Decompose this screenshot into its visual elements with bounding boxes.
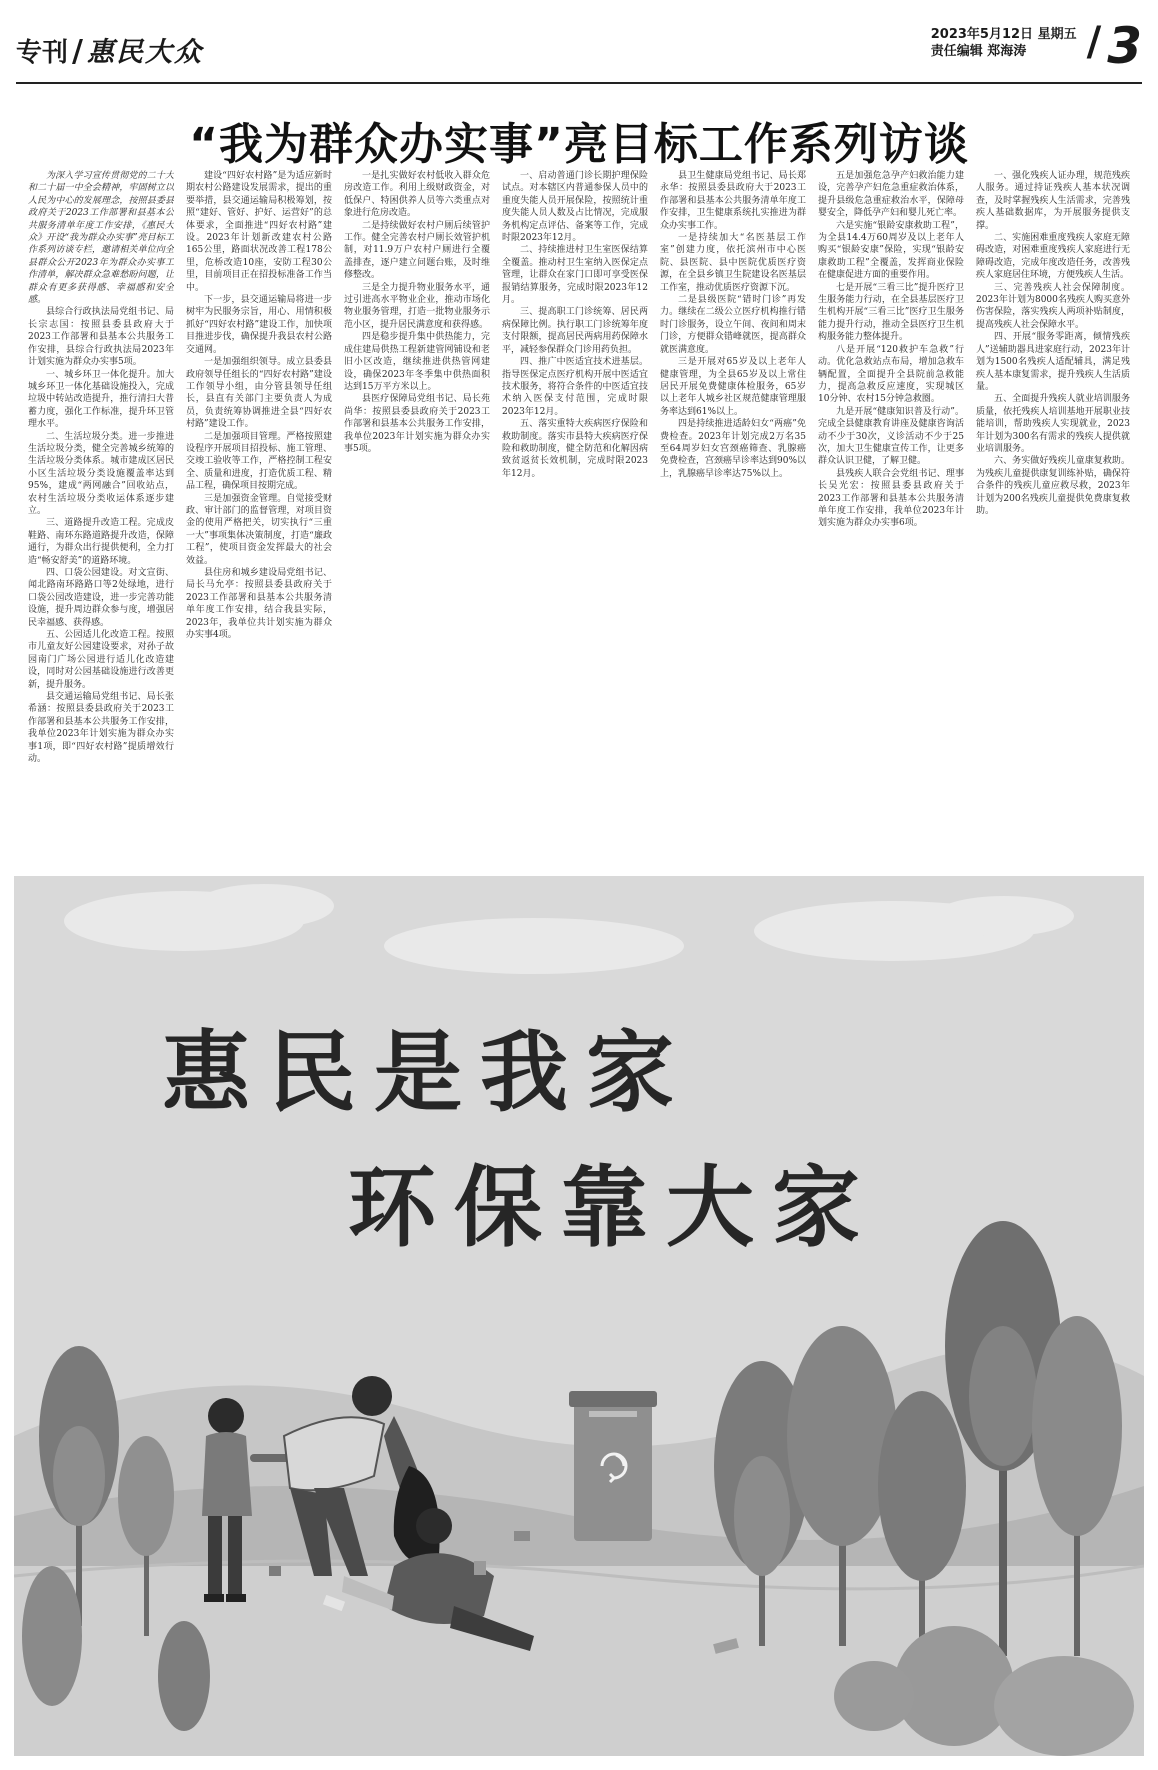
masthead-left (16, 30, 203, 69)
article-column-6 (818, 170, 964, 860)
article-paragraph: 二、实施困难重度残疾人家庭无障碍改造，对困难重度残疾人家庭进行无障碍改造，完成年度改造任务，改善残疾人家庭居住环境，方便残疾人生活。 (976, 233, 1130, 281)
article-paragraph: 一是持续加大“名医基层工作室”创建力度，依托滨州市中心医院、县医院、县中医院优质医疗资源，在全县乡镇卫生院建设名医基层工作室，推动优质医疗资源下沉。 (660, 233, 806, 293)
article-column-7 (976, 170, 1130, 860)
masthead (16, 17, 1142, 84)
article-paragraph: 二是持续做好农村户厕后续管护工作。健全完善农村户厕长效管护机制，对11.9万户农村户厕进行全覆盖排查，逐户建立问题台账，及时维修整改。 (344, 220, 490, 281)
article-paragraph: 县交通运输局党组书记、局长张希涵：按照县委县政府关于2023工作部署和县基本公共服务工作安排，我单位2023年计划实施为群众办实事1项，即“四好农村路”提质增效行动。 (28, 692, 174, 765)
article-paragraph: 二是加强项目管理。严格按照建设程序开展项目招投标、施工管理、交竣工验收等工作，严格控制工程安全、质量和进度，打造优质工程、精品工程，确保项目按期完成。 (186, 431, 332, 492)
issue-info (931, 26, 1077, 60)
article-paragraph: 五、公园适儿化改造工程。按照市儿童友好公园建设要求，对孙子故园南门广场公园进行适儿化改造建设，同时对公园基础设施进行改善更新，提升服务。 (28, 630, 174, 690)
article-paragraph: 四是持续推进适龄妇女“两癌”免费检查。2023年计划完成2万名35至64周岁妇女宫颈癌筛查、乳腺癌免费检查，宫颈癌早诊率达到90%以上，乳腺癌早诊率达75%以上。 (660, 419, 806, 479)
article-paragraph: 一、强化残疾人证办理，规范残疾人服务。通过持证残疾人基本状况调查，及时掌握残疾人生活需求，完善残疾人基础数据库，为开展服务提供支撑。 (976, 171, 1130, 231)
article-paragraph: 县医疗保障局党组书记、局长苑尚华：按照县委县政府关于2023工作部署和县基本公共服务工作安排，我单位2023年计划实施为群众办实事5项。 (344, 394, 490, 454)
article-paragraph: 六、务实做好残疾儿童康复救助。为残疾儿童提供康复训练补贴，确保符合条件的残疾儿童应救尽救，2023年计划为200名残疾儿童提供免费康复救助。 (976, 456, 1130, 516)
article-paragraph: 县综合行政执法局党组书记、局长宗志国：按照县委县政府大于2023工作部署和县基本公共服务工作安排，县综合行政执法局2023年计划实施为群众办实事5项。 (28, 307, 174, 368)
article-paragraph: 三是开展对65岁及以上老年人健康管理，为全县65岁及以上常住居民开展免费健康体检服务，65岁以上老年人城乡社区规范健康管理服务率达到61%以上。 (660, 357, 806, 417)
page-divider: / (1086, 19, 1102, 65)
article-paragraph: 三是全力提升物业服务水平，通过引进高水平物业企业，推动市场化物业服务管理，打造一批物业服务示范小区，提升居民满意度和获得感。 (344, 282, 490, 330)
article-paragraph: 五、落实重特大疾病医疗保险和救助制度。落实市县特大疾病医疗保险和救助制度，健全防范和化解因病致贫返贫长效机制，完成时限2023年12月。 (502, 419, 648, 479)
article-paragraph: 四是稳步提升集中供热能力，完成住建局供热工程新建管网铺设和老旧小区改造，继续推进供热管网建设，确保2023年冬季集中供热面积达到15万平方米以上。 (344, 332, 490, 392)
article-paragraph: 县卫生健康局党组书记、局长郑永华：按照县委县政府大于2023工作部署和县基本公共服务清单年度工作安排，卫生健康系统扎实推进为群众办实事工作。 (660, 171, 806, 231)
article-paragraph: 七是开展“三看三比”提升医疗卫生服务能力行动，在全县基层医疗卫生机构开展“三看三比”医疗卫生服务能力提升行动，推动全县医疗卫生机构服务能力整体提升。 (818, 282, 964, 343)
slogan-line-2: 环保靠大家 (348, 1155, 879, 1259)
article-paragraph: 三、完善残疾人社会保障制度。2023年计划为8000名残疾人购买意外伤害保险，落实残疾人两项补贴制度，提高残疾人社会保障水平。 (976, 282, 1130, 330)
article-paragraph: 二、持续推进村卫生室医保结算全覆盖。推动村卫生室纳入医保定点管理，让群众在家门口即可享受医保报销结算服务，完成时限2023年12月。 (502, 245, 648, 306)
page-number: 3 (1107, 17, 1142, 75)
article-paragraph: 下一步，县交通运输局将进一步树牢为民服务宗旨，用心、用情积极抓好“四好农村路”建设工作，加快项目推进步伐，确保提升我县农村公路交通网。 (186, 295, 332, 355)
article-paragraph: 一、启动普通门诊长期护理保险试点。对本辖区内普通参保人员中的重度失能人员开展保险，按照统计重度失能人员人数及占比情况，完成服务机构定点评估、备案等工作，完成时限2023年12月。 (502, 171, 648, 244)
article-paragraph: 八是开展“120救护车急救”行动。优化急救站点布局，增加急救车辆配置，全面提升全县院前急救能力，提高急救反应速度，实现城区10分钟、农村15分钟急救圈。 (818, 344, 964, 405)
section-label: 专刊 (16, 38, 69, 68)
page-headline: “我为群众办实事”亮目标工作系列访谈 (189, 119, 969, 170)
article-paragraph: 五、全面提升残疾人就业培训服务质量，依托残疾人培训基地开展职业技能培训，帮助残疾人实现就业，2023年计划为300名有需求的残疾人提供就业培训服务。 (976, 394, 1130, 454)
article-column-3 (344, 170, 490, 860)
article-paragraph: 六是实施“银龄安康救助工程”，为全县14.4万60周岁及以上老年人购买“银龄安康”保险，实现“银龄安康救助工程”全覆盖，发挥商业保险在健康促进方面的重要作用。 (818, 220, 964, 281)
article-paragraph: 三是加强资金管理。自觉接受财政、审计部门的监督管理，对项目资金的使用严格把关，切实执行“三重一大”事项集体决策制度，打造“廉政工程”，使项目资金发挥最大的社会效益。 (186, 493, 332, 566)
article-paragraph: 县残疾人联合会党组书记、理事长吴光宏：按照县委县政府关于2023工作部署和县基本公共服务清单年度工作安排，我单位2023年计划实施为群众办实事6项。 (818, 468, 964, 529)
article-paragraph: 二、生活垃圾分类。进一步推进生活垃圾分类，健全完善城乡统筹的生活垃圾分类体系。城市建成区居民小区生活垃圾分类设施覆盖率达到95%，建成“两网融合”回收站点，农村生活垃圾分类收运体系逐步建立。 (28, 431, 174, 516)
article-body (28, 170, 1130, 860)
article-column-2 (186, 170, 332, 860)
article-paragraph: 一、城乡环卫一体化提升。加大城乡环卫一体化基础设施投入，完成垃圾中转站改造提升，推行清扫大普蓄力度，强化工作标准，提升环卫管理水平。 (28, 369, 174, 430)
article-paragraph: 四、开展“服务零距离，倾情残疾人”送辅助器具进家庭行动，2023年计划为1500名残疾人适配辅具，满足残疾人基本康复需求，提升残疾人生活质量。 (976, 332, 1130, 392)
article-column-1 (28, 170, 174, 860)
article-paragraph: 四、口袋公园建设。对文宣街、闻北路南环路路口等2处绿地，进行口袋公园改造建设，进一步完善功能设施，提升周边群众参与度，增强居民幸福感、获得感。 (28, 568, 174, 628)
slogan-line-1: 惠民是我家 (162, 1020, 693, 1124)
article-paragraph: 九是开展“健康知识普及行动”。完成全县健康教育讲座及健康咨询活动不少于30次，义诊活动不少于25次，加大卫生健康宣传工作，让更多群众认识卫健，了解卫健。 (818, 406, 964, 467)
issue-date: 2023年5月12日 星期五 (930, 27, 1077, 42)
article-paragraph: 一是加强组织领导。成立县委县政府领导任组长的“四好农村路”建设工作领导小组，由分管县领导任组长，县直有关部门主要负责人为成员，负责统筹协调推进全县“四好农村路”建设工作。 (186, 357, 332, 430)
masthead-divider: / (72, 34, 83, 69)
article-paragraph: 建设“四好农村路”是为适应新时期农村公路建设发展需求，提出的重要举措，县交通运输局积极筹划，按照“建好、管好、护好、运营好”的总体要求，全面推进“四好农村路”建设。2023年计划新改建农村公路165公里，路面状况改善工程178公里，危桥改造10座，安防工程30公里，目前项目正在招投标准备工作当中。 (186, 171, 332, 293)
article-column-4 (502, 170, 648, 860)
article-paragraph: 三、提高职工门诊统筹、居民两病保障比例。执行职工门诊统筹年度支付限额，提高居民两病用药保障水平，减轻参保群众门诊用药负担。 (502, 307, 648, 355)
article-paragraph: 县住房和城乡建设局党组书记、局长马允亭：按照县委县政府关于2023工作部署和县基本公共服务清单年度工作安排，结合我县实际，2023年，我单位共计划实施为群众办实事4项。 (186, 568, 332, 641)
environment-illustration (14, 876, 1144, 1756)
article-column-5 (660, 170, 806, 860)
article-paragraph: 三、道路提升改造工程。完成皮鞋路、南环东路道路提升改造，保障通行，为群众出行提供便利，全力打造“畅安舒美”的道路环境。 (28, 518, 174, 566)
article-paragraph: 一是扎实做好农村低收入群众危房改造工作。利用上级财政资金，对低保户、特困供养人员等六类重点对象进行危房改造。 (344, 171, 490, 219)
responsible-editor: 责任编辑 郑海涛 (930, 44, 1027, 59)
article-lead: 为深入学习宣传贯彻党的二十大和二十届一中全会精神，牢固树立以人民为中心的发展理念，按照县委县政府关于2023工作部署和县基本公共服务清单年度工作安排，《惠民大众》开设“我为群众办实事”亮目标工作系列访谈专栏，邀请相关单位向全县群众公开2023年为群众办实事工作清单，解决群众急难愁盼问题，让群众有更多获得感、幸福感和安全感。 (28, 171, 174, 306)
article-paragraph: 五是加强危急孕产妇救治能力建设，完善孕产妇危急重症救治体系，提升县级危急重症救治水平，保障母婴安全，降低孕产妇和婴儿死亡率。 (818, 171, 964, 219)
recycling-bin (569, 1391, 657, 1541)
masthead-right (930, 17, 1142, 75)
newspaper-brand: 惠民大众 (86, 37, 203, 68)
article-paragraph: 二是县级医院“错时门诊”再发力。继续在二级公立医疗机构推行错时门诊服务，设立午间、夜间和周末门诊，方便群众错峰就医，提高群众就医满意度。 (660, 295, 806, 355)
article-paragraph: 四、推广中医适宜技术进基层。指导医保定点医疗机构开展中医适宜技术服务，将符合条件的中医适宜技术纳入医保支付范围，完成时限2023年12月。 (502, 357, 648, 417)
